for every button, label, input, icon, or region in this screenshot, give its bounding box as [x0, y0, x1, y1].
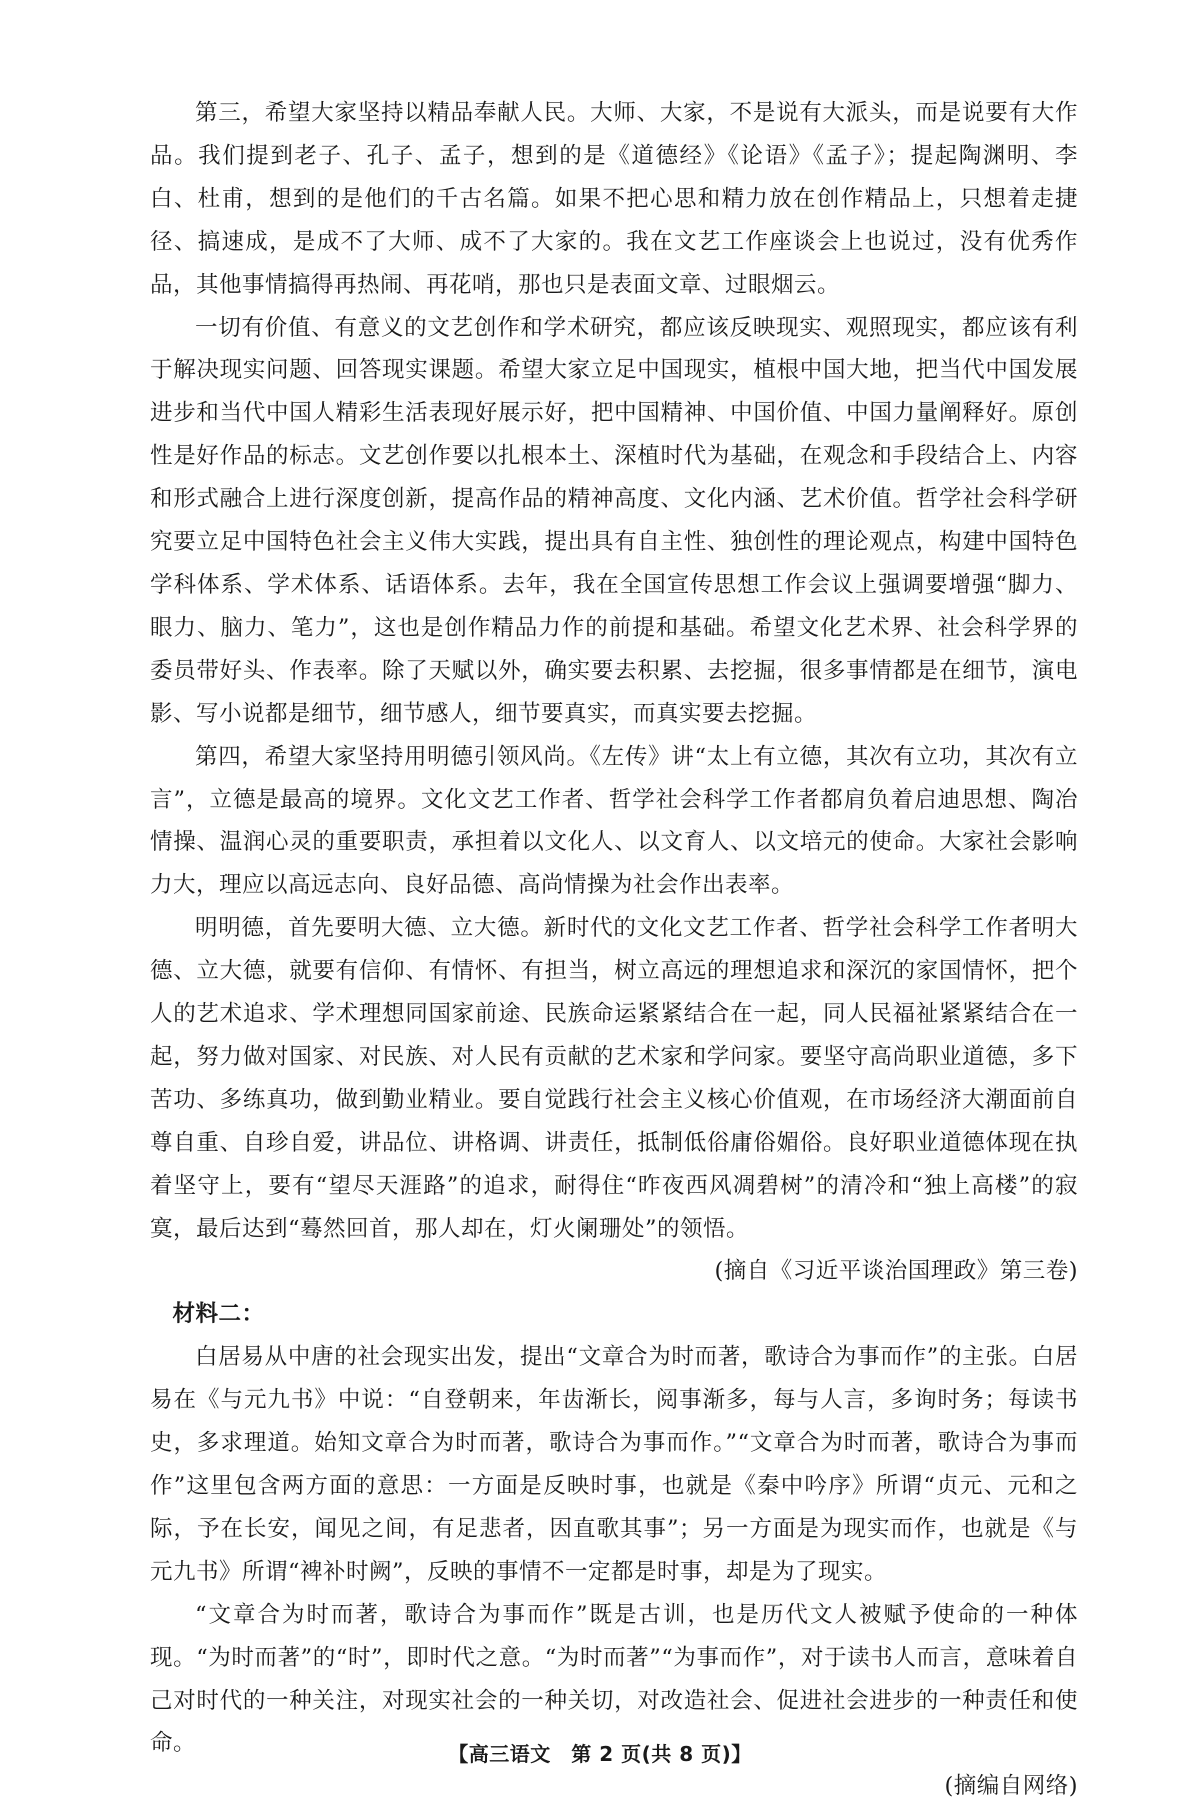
- paragraph-great-virtue: 明明德，首先要明大德、立大德。新时代的文化文艺工作者、哲学社会科学工作者明大德、立大德，就要有信仰、有情怀、有担当，树立高远的理想追求和深沉的家国情怀，把个人的艺术追求、学术理想同国家前途、民族命运紧紧结合在一起，同人民福祉紧紧结合在一起，努力做对国家、对民族、对人民有贡献的艺术家和学问家。要坚守高尚职业道德，多下苦功、多练真功，做到勤业精业。要自觉践行社会主义核心价值观，在市场经济大潮面前自尊自重、自珍自爱，讲品位、讲格调、讲责任，抵制低俗庸俗媚俗。良好职业道德体现在执着坚守上，要有“望尽天涯路”的追求，耐得住“昨夜西风凋碧树”的清冷和“独上高楼”的寂寞，最后达到“蓦然回首，那人却在，灯火阑珊处”的领悟。: [150, 915, 1078, 1242]
- paragraph-bai-juyi: 白居易从中唐的社会现实出发，提出“文章合为时而著，歌诗合为事而作”的主张。白居易在《与元九书》中说：“自登朝来，年齿渐长，阅事渐多，每与人言，多询时务；每读书史，多求理道。始知文章合为时而著，歌诗合为事而作。”“文章合为时而著，歌诗合为事而作”这里包含两方面的意思：一方面是反映时事，也就是《秦中吟序》所谓“贞元、元和之际，予在长安，闻见之间，有足悲者，因直歌其事”；另一方面是为现实而作，也就是《与元九书》所谓“裨补时阙”，反映的事情不一定都是时事，却是为了现实。: [150, 1344, 1078, 1585]
- paragraph-third-point: 第三，希望大家坚持以精品奉献人民。大师、大家，不是说有大派头，而是说要有大作品。我们提到老子、孔子、孟子，想到的是《道德经》《论语》《孟子》；提起陶渊明、李白、杜甫，想到的是他们的千古名篇。如果不把心思和精力放在创作精品上，只想着走捷径、搞速成，是成不了大师、成不了大家的。我在文艺工作座谈会上也说过，没有优秀作品，其他事情搞得再热闹、再花哨，那也只是表面文章、过眼烟云。: [150, 100, 1078, 298]
- paragraph-creation-and-research: 一切有价值、有意义的文艺创作和学术研究，都应该反映现实、观照现实，都应该有利于解决现实问题、回答现实课题。希望大家立足中国现实，植根中国大地，把当代中国发展进步和当代中国人精彩生活表现好展示好，把中国精神、中国价值、中国力量阐释好。原创性是好作品的标志。文艺创作要以扎根本土、深植时代为基础，在观念和手段结合上、内容和形式融合上进行深度创新，提高作品的精神高度、文化内涵、艺术价值。哲学社会科学研究要立足中国特色社会主义伟大实践，提出具有自主性、独创性的理论观点，构建中国特色学科体系、学术体系、话语体系。去年，我在全国宣传思想工作会议上强调要增强“脚力、眼力、脑力、笔力”，这也是创作精品力作的前提和基础。希望文化艺术界、社会科学界的委员带好头、作表率。除了天赋以外，确实要去积累、去挖掘，很多事情都是在细节，演电影、写小说都是细节，细节感人，细节要真实，而真实要去挖掘。: [150, 314, 1078, 727]
- source-citation-2: (摘编自网络): [944, 1773, 1078, 1800]
- source-citation-1: (摘自《习近平谈治国理政》第三卷): [714, 1258, 1078, 1285]
- paragraph-ancient-teaching: “文章合为时而著，歌诗合为事而作”既是古训，也是历代文人被赋予使命的一种体现。“为时而著”的“时”，即时代之意。“为时而著”“为事而作”，对于读书人而言，意味着自己对时代的一种关注，对现实社会的一种关切，对改造社会、促进社会进步的一种责任和使命。: [150, 1601, 1078, 1757]
- page-footer: 【高三语文 第 2 页(共 8 页)】: [448, 1742, 752, 1766]
- paragraph-fourth-point: 第四，希望大家坚持用明德引领风尚。《左传》讲“太上有立德，其次有立功，其次有立言”，立德是最高的境界。文化文艺工作者、哲学社会科学工作者都肩负着启迪思想、陶冶情操、温润心灵的重要职责，承担着以文化人、以文育人、以文培元的使命。大家社会影响力大，理应以高远志向、良好品德、高尚情操为社会作出表率。: [150, 743, 1078, 899]
- material-two-heading: 材料二：: [172, 1301, 265, 1328]
- document-page: [150, 92, 1078, 1808]
